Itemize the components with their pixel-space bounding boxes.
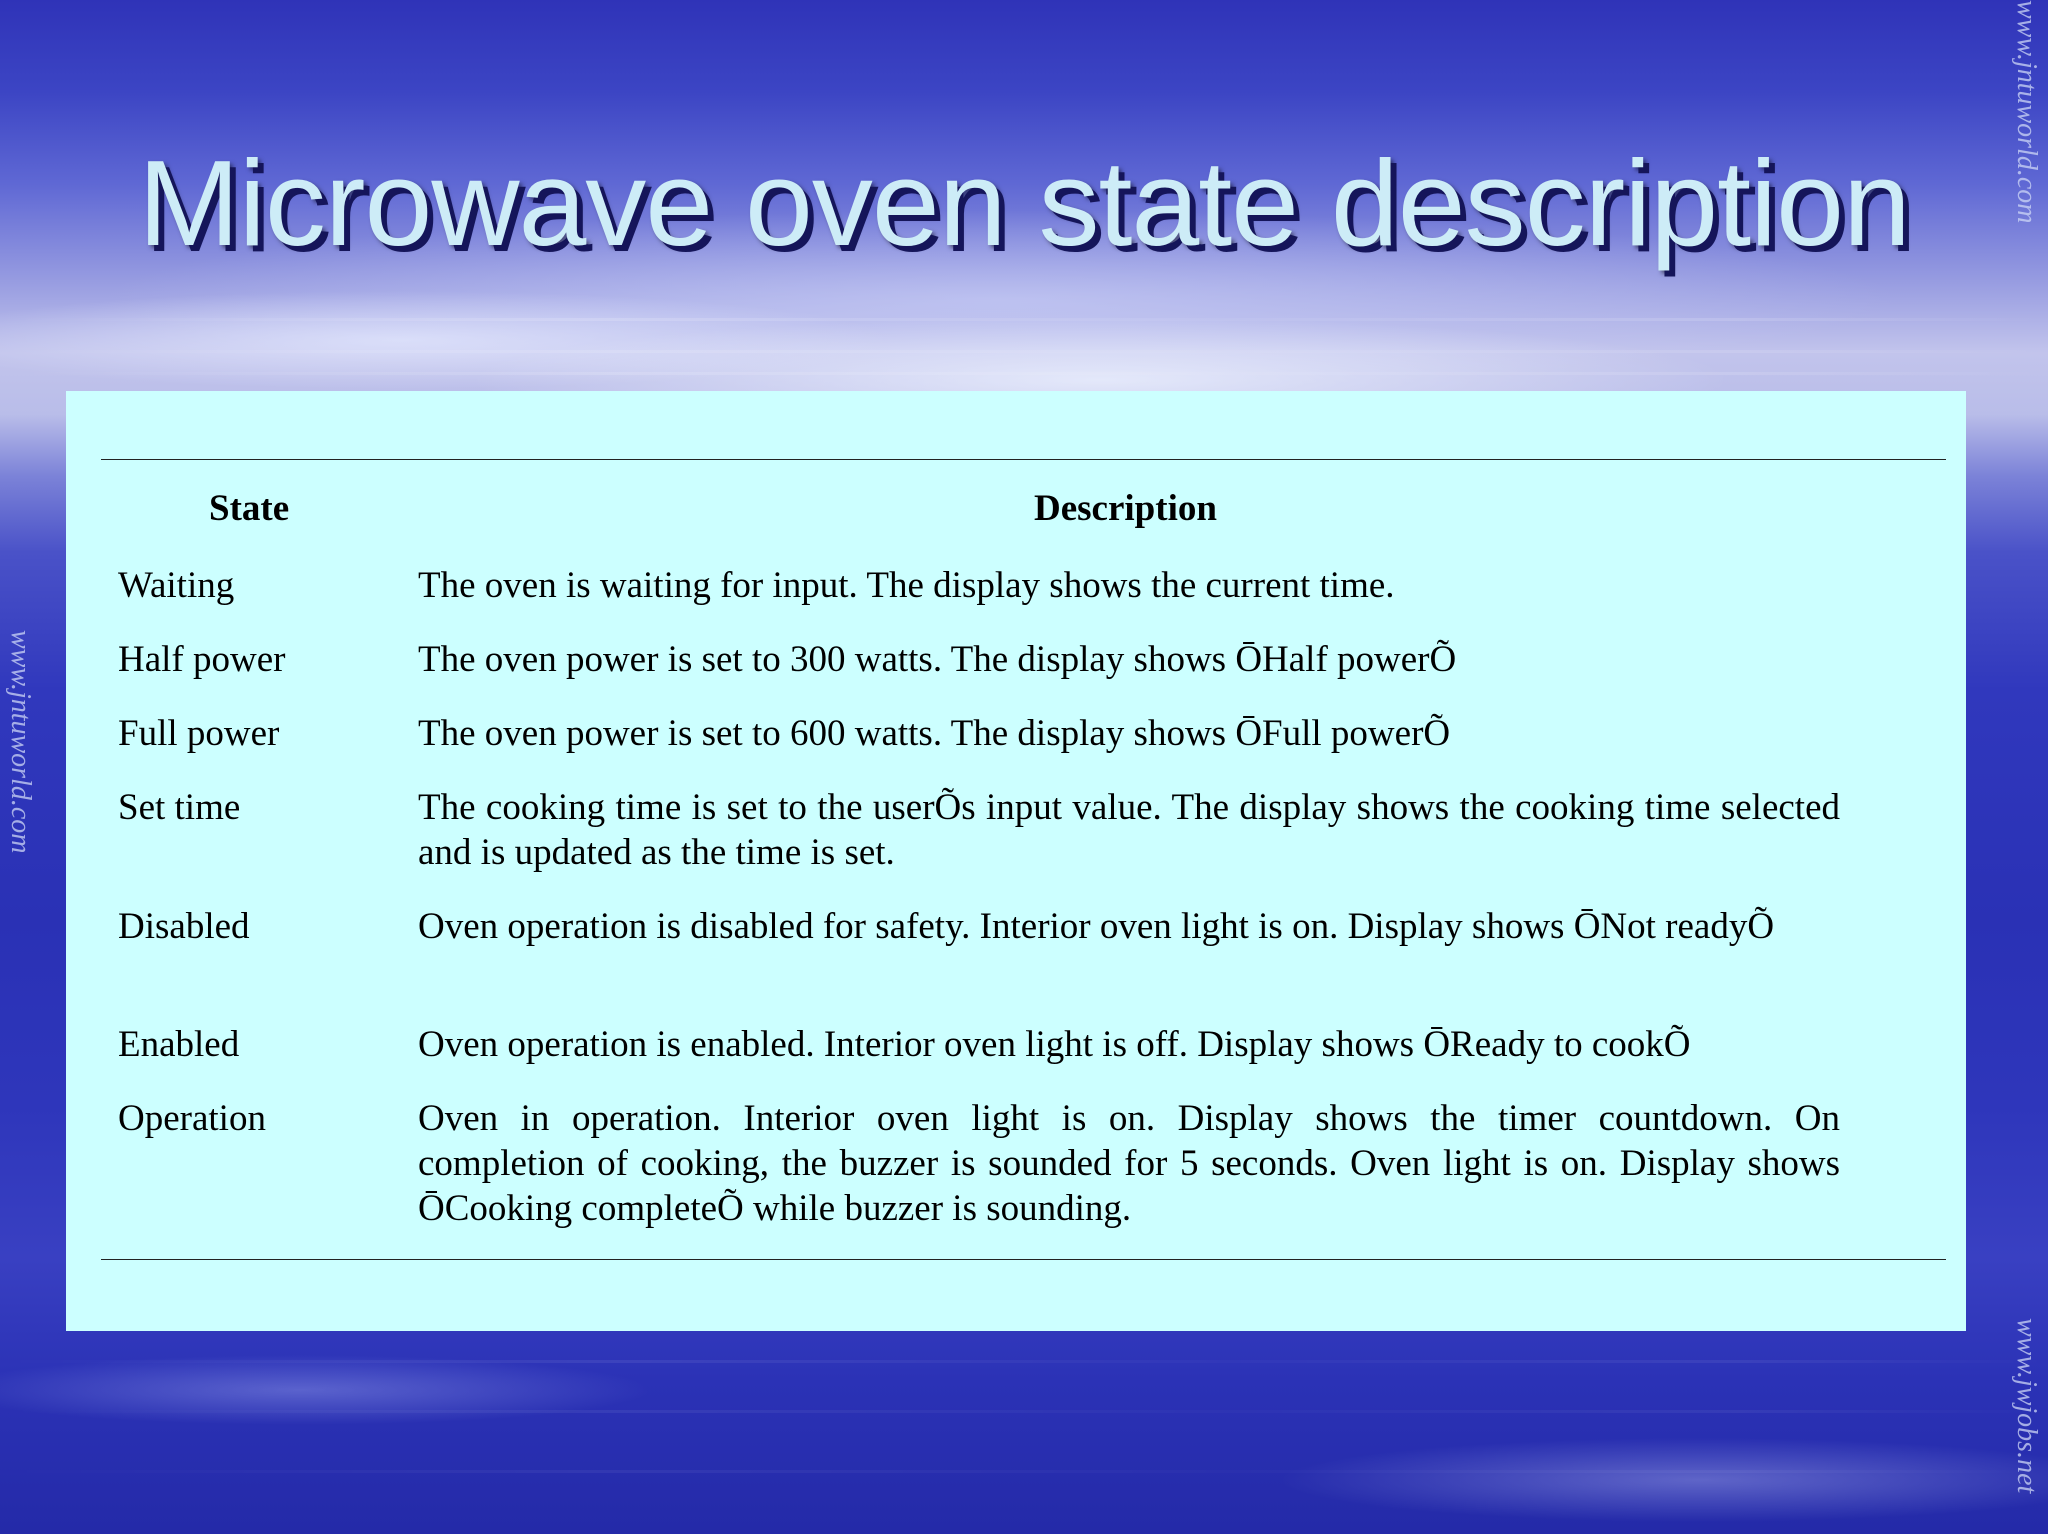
description-cell: Oven operation is disabled for safety. Interior oven light is on. Display shows ŌNot readyÕ — [418, 906, 1775, 947]
background-streak — [0, 318, 2048, 321]
state-cell: Waiting — [118, 565, 235, 606]
description-cell: The oven power is set to 300 watts. The display shows ŌHalf powerÕ — [418, 639, 1457, 680]
table-bottom-rule — [101, 1259, 1946, 1260]
description-cell: The oven is waiting for input. The display shows the current time. — [418, 565, 1395, 606]
slide-title: Microwave oven state description — [138, 135, 1910, 271]
watermark-left: www.jntuworld.com — [5, 630, 36, 854]
state-cell: Set time — [118, 787, 241, 828]
watermark-right-bottom: www.jwjobs.net — [2011, 1318, 2042, 1494]
state-cell: Enabled — [118, 1024, 240, 1065]
description-cell: Oven in operation. Interior oven light is on. Display shows the timer countdown. On completion of cooking, the buzzer is sounded for 5 seconds. Oven light is on. Display shows ŌCooking completeÕ while buzzer is sounding. — [418, 1098, 1840, 1229]
table-panel — [66, 391, 1966, 1331]
background-streak — [0, 1470, 2048, 1473]
description-cell: The cooking time is set to the userÕs input value. The display shows the cooking time selected and is updated as the time is set. — [418, 787, 1840, 873]
header-description: Description — [1034, 488, 1217, 529]
background-streak — [0, 1360, 2048, 1363]
state-cell: Operation — [118, 1098, 266, 1139]
table-top-rule — [101, 459, 1946, 460]
state-cell: Half power — [118, 639, 286, 680]
background-streak — [0, 372, 2048, 375]
description-cell: The oven power is set to 600 watts. The display shows ŌFull powerÕ — [418, 713, 1451, 754]
state-cell: Disabled — [118, 906, 250, 947]
background-streak — [0, 350, 2048, 353]
header-state: State — [209, 488, 290, 529]
description-cell: Oven operation is enabled. Interior oven light is off. Display shows ŌReady to cookÕ — [418, 1024, 1691, 1065]
background-streak — [0, 1410, 2048, 1413]
state-cell: Full power — [118, 713, 280, 754]
watermark-right-top: www.jntuworld.com — [2011, 0, 2042, 224]
